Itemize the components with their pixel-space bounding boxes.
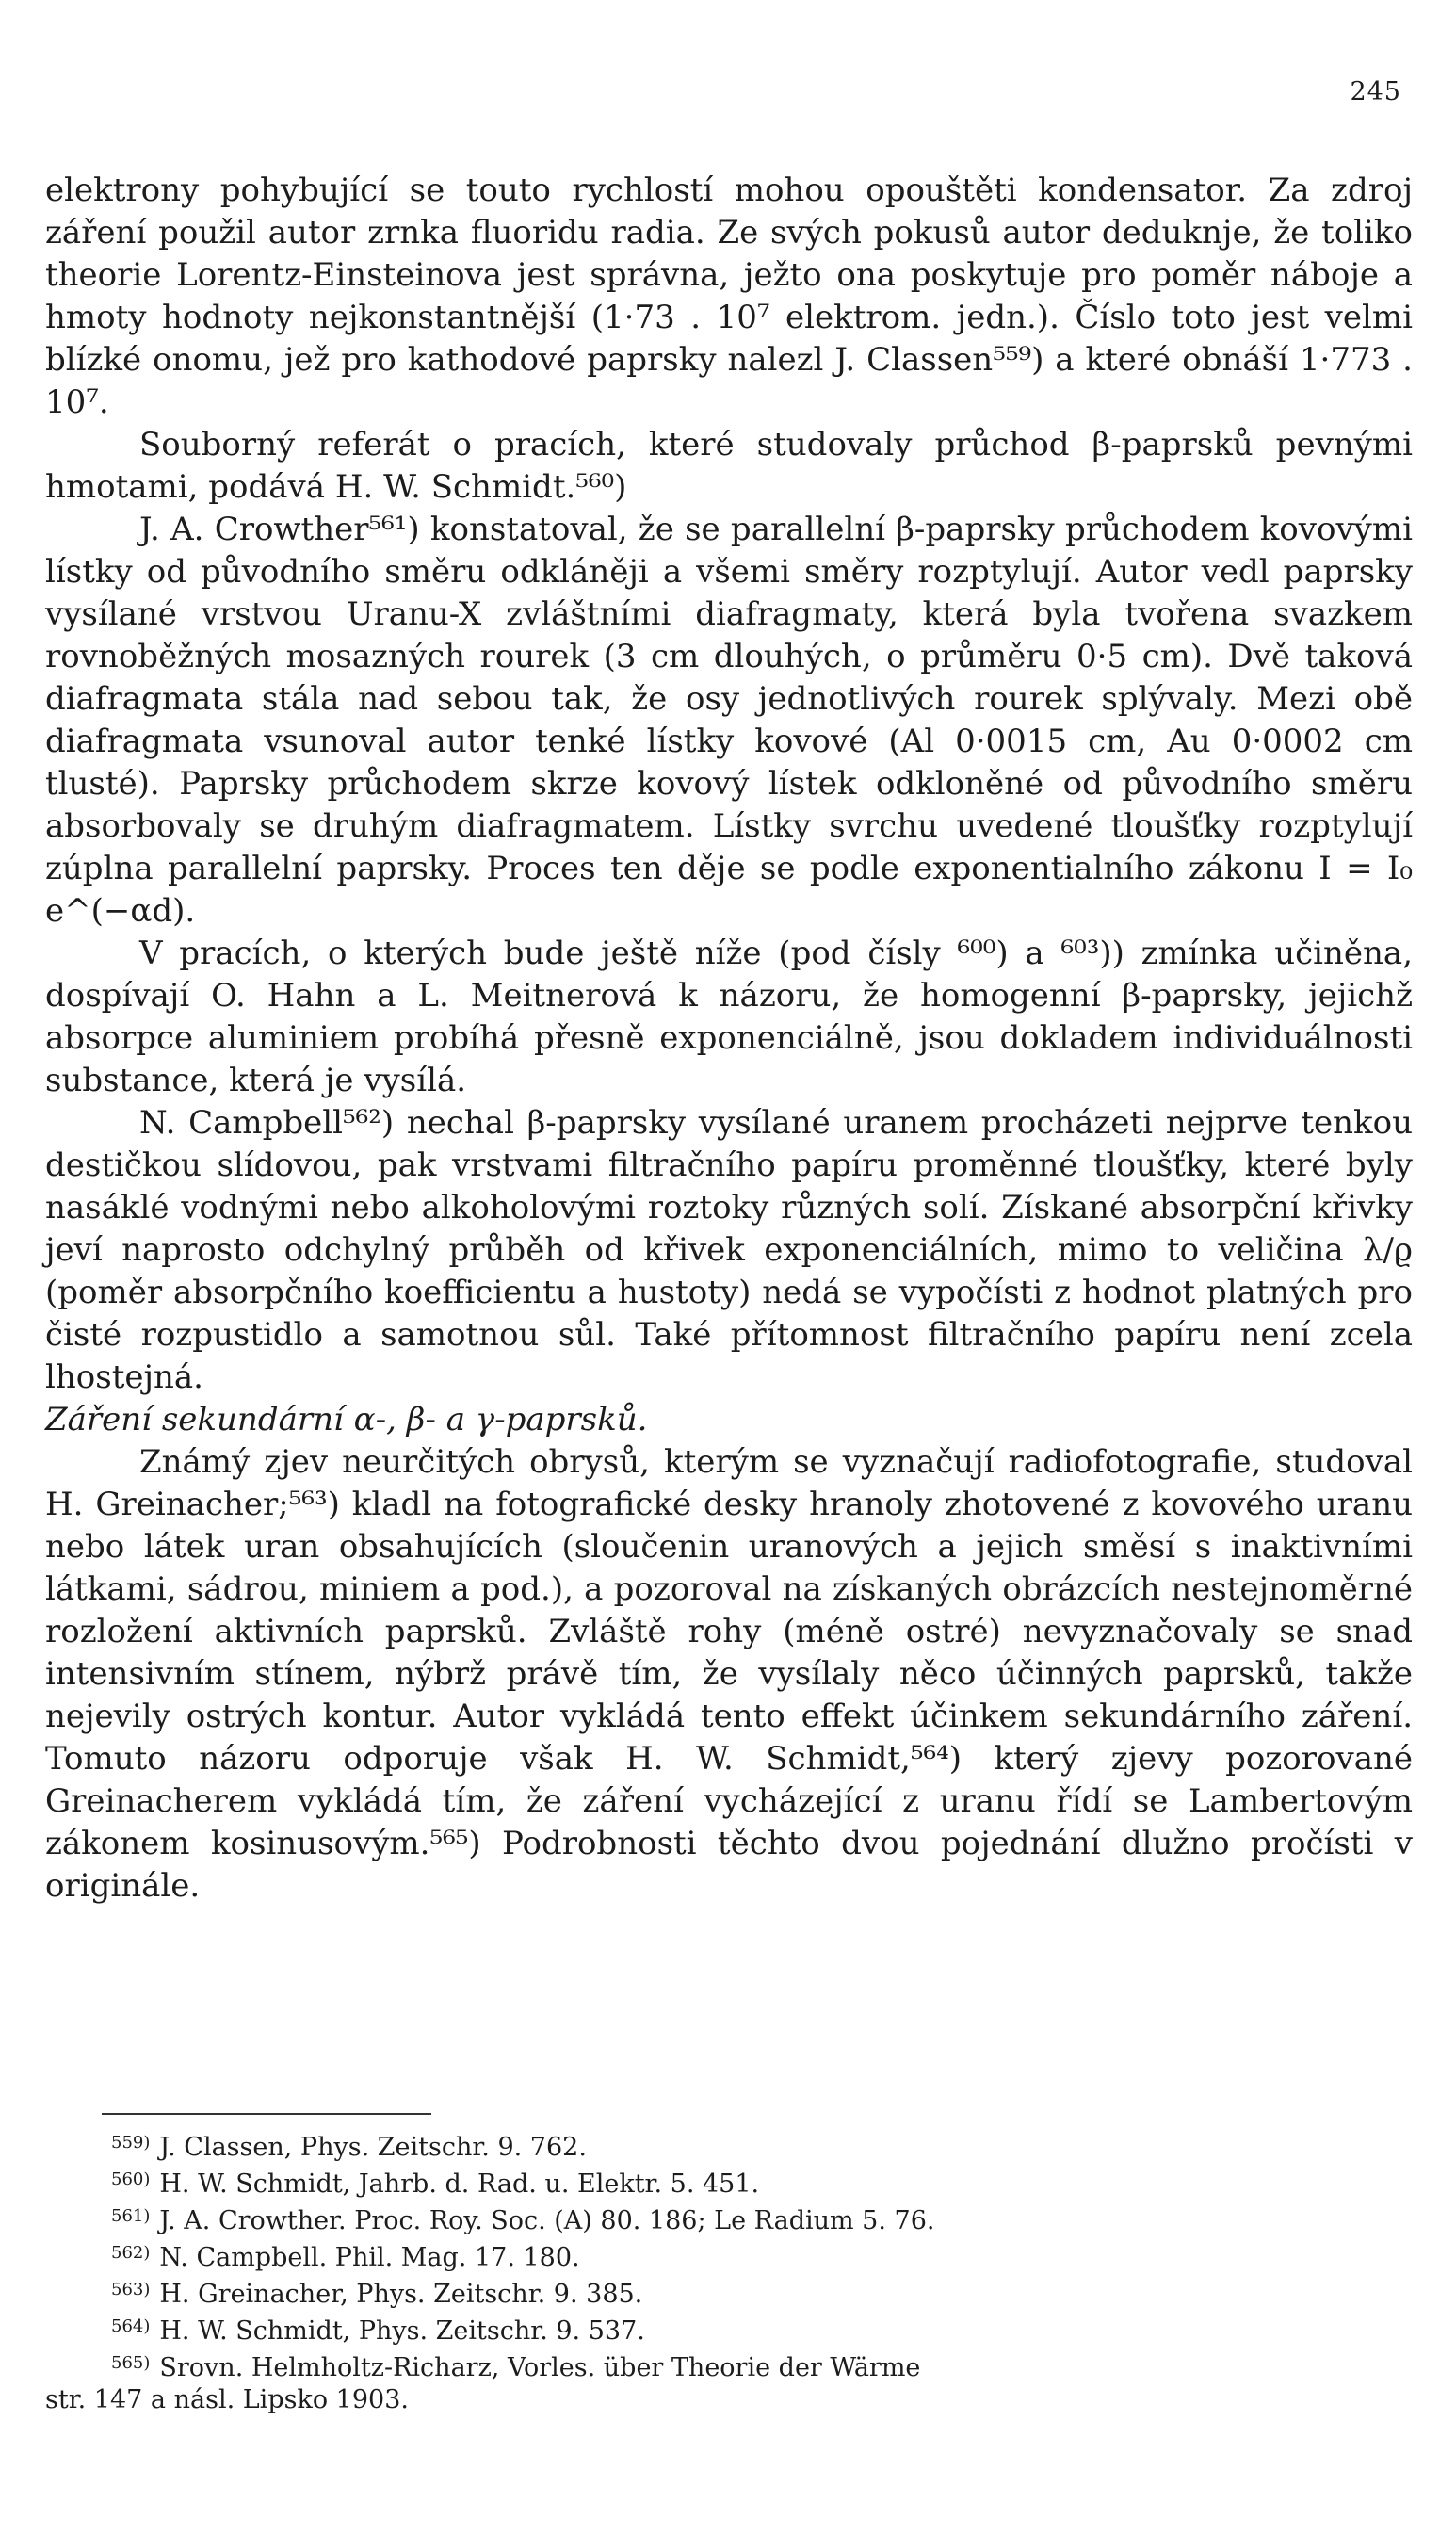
footnote-mark: 563): [111, 2280, 151, 2299]
footnote-mark: 564): [111, 2316, 151, 2336]
footnote-mark: 559): [111, 2133, 151, 2153]
footnote-text: J. Classen, Phys. Zeitschr. 9. 762.: [159, 2133, 587, 2162]
footnote-text: H. W. Schmidt, Jahrb. d. Rad. u. Elektr. 5. 451.: [159, 2169, 760, 2199]
footnote-text: H. W. Schmidt, Phys. Zeitschr. 9. 537.: [159, 2316, 645, 2346]
footnote-text: N. Campbell. Phil. Mag. 17. 180.: [159, 2243, 580, 2272]
paragraph-6: Známý zjev neurčitých obrysů, kterým se vyznačují radiofotografie, studoval H. Greinacher;⁵⁶³) kladl na fotografické desky hranoly zhotovené z kovového uranu nebo látek uran obsahujících (sloučenin uranových a jejich směsí s inaktivními látkami, sádrou, miniem a pod.), a pozoroval na získaných obrázcích nestejnoměrné rozložení aktivních paprsků. Zvláště rohy (méně ostré) nevyznačovaly se snad intensivním stínem, nýbrž právě tím, že vysílaly něco účinných paprsků, takže nejevily ostrých kontur. Autor vykládá tento effekt účinkem sekundárního záření. Tomuto názoru odporuje však H. W. Schmidt,⁵⁶⁴) který zjevy pozorované Greinacherem vykládá tím, že záření vycházející z uranu řídí se Lambertovým zákonem kosinusovým.⁵⁶⁵) Podrobnosti těchto dvou pojednání dlužno pročísti v originále.: [45, 1443, 1413, 1905]
footnote-560: [45, 2164, 1413, 2201]
footnote-mark: 561): [111, 2206, 151, 2226]
footnote-561: [45, 2201, 1413, 2237]
footnote-text: J. A. Crowther. Proc. Roy. Soc. (A) 80. 186; Le Radium 5. 76.: [159, 2206, 935, 2235]
footnote-565: [45, 2348, 1413, 2384]
paragraph-5: N. Campbell⁵⁶²) nechal β-paprsky vysílané uranem procházeti nejprve tenkou destičkou slídovou, pak vrstvami filtračního papíru proměnné tloušťky, které byly nasáklé vodnými nebo alkoholovými roztoky různých solí. Získané absorpční křivky jeví naprosto odchylný průběh od křivek exponenciálních, mimo to veličina λ/ϱ (poměr absorpčního koefficientu a hustoty) nedá se vypočísti z hodnot platných pro čisté rozpustidlo a samotnou sůl. Také přítomnost filtračního papíru není zcela lhostejná.: [45, 1104, 1413, 1396]
footnote-divider: [102, 2113, 431, 2115]
footnote-564: [45, 2311, 1413, 2348]
body-text: [45, 170, 1413, 1908]
paragraph-3: J. A. Crowther⁵⁶¹) konstatoval, že se parallelní β-paprsky průchodem kovovými lístky od původního směru odkláněji a všemi směry rozptylují. Autor vedl paprsky vysílané vrstvou Uranu-X zvláštními diafragmaty, která byla tvořena svazkem rovnoběžných mosazných rourek (3 cm dlouhých, o průměru 0·5 cm). Dvě taková diafragmata stála nad sebou tak, že osy jednotlivých rourek splývaly. Mezi obě diafragmata vsunoval autor tenké lístky kovové (Al 0·0015 cm, Au 0·0002 cm tlusté). Paprsky průchodem skrze kovový lístek odkloněné od původního směru absorbovaly se druhým diafragmatem. Lístky svrchu uvedené tloušťky rozptylují zúplna parallelní paprsky. Proces ten děje se podle exponentialního zákonu I = I₀ e^(−αd).: [45, 511, 1413, 930]
paragraph-2: Souborný referát o pracích, které studovaly průchod β-paprsků pevnými hmotami, podává H. W. Schmidt.⁵⁶⁰): [45, 426, 1413, 506]
footnote-mark: 565): [111, 2353, 151, 2373]
footnote-563: [45, 2274, 1413, 2311]
footnote-text: H. Greinacher, Phys. Zeitschr. 9. 385.: [159, 2280, 643, 2309]
footnotes: [45, 2127, 1413, 2416]
footnote-562: [45, 2237, 1413, 2274]
page-number: 245: [1350, 77, 1401, 106]
footnote-565-continuation: str. 147 a násl. Lipsko 1903.: [45, 2385, 409, 2414]
footnote-mark: 560): [111, 2169, 151, 2189]
section-heading: Záření sekundární α-, β- a γ-paprsků.: [45, 1401, 648, 1438]
paragraph-4: V pracích, o kterých bude ještě níže (pod čísly ⁶⁰⁰) a ⁶⁰³)) zmínka učiněna, dospívají O. Hahn a L. Meitnerová k názoru, že homogenní β-paprsky, jejichž absorpce aluminiem probíhá přesně exponenciálně, jsou dokladem individuálnosti substance, která je vysílá.: [45, 934, 1413, 1099]
footnote-mark: 562): [111, 2243, 151, 2263]
footnote-559: [45, 2127, 1413, 2164]
paragraph-1: elektrony pohybující se touto rychlostí mohou opouštěti kondensator. Za zdroj záření použil autor zrnka fluoridu radia. Ze svých pokusů autor deduknje, že toliko theorie Lorentz-Einsteinova jest správna, ježto ona poskytuje pro poměr náboje a hmoty hodnoty nejkonstantnější (1·73 . 10⁷ elektrom. jedn.). Číslo toto jest velmi blízké onomu, jež pro kathodové paprsky nalezl J. Classen⁵⁵⁹) a které obnáší 1·773 . 10⁷.: [45, 171, 1413, 421]
footnote-text: Srovn. Helmholtz-Richarz, Vorles. über Theorie der Wärme: [159, 2353, 921, 2382]
